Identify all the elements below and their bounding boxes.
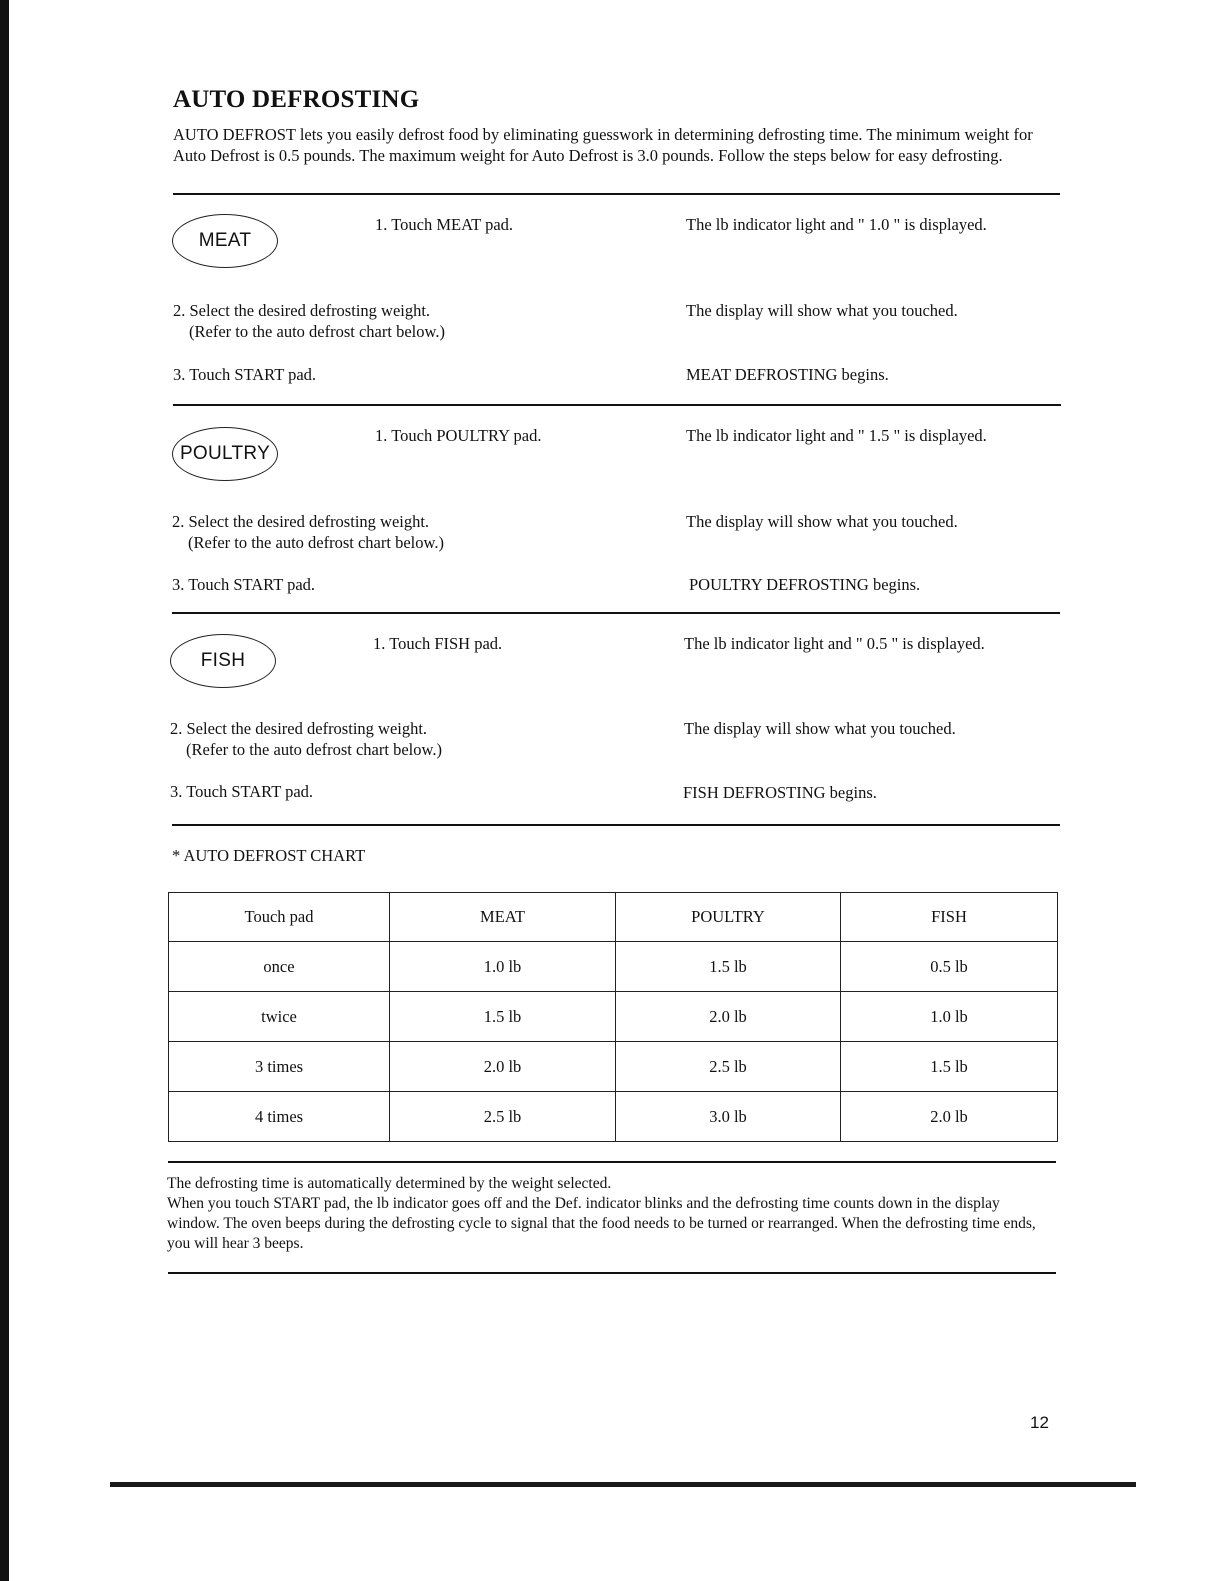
chart-header-meat: MEAT <box>390 893 616 942</box>
poultry-result-3: POULTRY DEFROSTING begins. <box>689 575 921 594</box>
fish-result-3: FISH DEFROSTING begins. <box>683 783 877 802</box>
table-cell: 1.5 lb <box>616 942 841 992</box>
chart-header-row <box>169 893 1058 942</box>
divider <box>168 1161 1056 1163</box>
meat-result-2: The display will show what you touched. <box>686 301 958 320</box>
fish-result-1: The lb indicator light and " 0.5 " is displayed. <box>684 634 985 653</box>
fish-result-2: The display will show what you touched. <box>684 719 956 738</box>
chart-header-fish: FISH <box>841 893 1058 942</box>
notes <box>167 1174 1047 1254</box>
poultry-step-2-note: (Refer to the auto defrost chart below.) <box>188 533 444 552</box>
table-row <box>169 992 1058 1042</box>
table-cell: once <box>169 942 390 992</box>
table-cell: 4 times <box>169 1092 390 1142</box>
table-cell: 1.0 lb <box>841 992 1058 1042</box>
table-row <box>169 1042 1058 1092</box>
divider <box>173 193 1060 195</box>
note-line: The defrosting time is automatically determined by the weight selected. <box>167 1175 612 1192</box>
fish-step-1: 1. Touch FISH pad. <box>373 634 503 653</box>
page-edge <box>0 0 9 1581</box>
meat-step-2-note: (Refer to the auto defrost chart below.) <box>189 322 445 341</box>
divider <box>168 1272 1056 1274</box>
poultry-step-1: 1. Touch POULTRY pad. <box>375 426 542 445</box>
auto-defrost-chart <box>168 892 1058 1142</box>
table-cell: twice <box>169 992 390 1042</box>
table-cell: 0.5 lb <box>841 942 1058 992</box>
table-row <box>169 942 1058 992</box>
chart-header-touch-pad: Touch pad <box>169 893 390 942</box>
meat-pad-icon: MEAT <box>172 214 278 268</box>
meat-step-2: 2. Select the desired defrosting weight. <box>173 301 431 320</box>
table-cell: 3 times <box>169 1042 390 1092</box>
divider <box>172 824 1060 826</box>
table-cell: 2.5 lb <box>616 1042 841 1092</box>
divider <box>172 612 1060 614</box>
page-title: AUTO DEFROSTING <box>173 86 420 113</box>
meat-result-1: The lb indicator light and " 1.0 " is displayed. <box>686 215 987 234</box>
table-cell: 2.5 lb <box>390 1092 616 1142</box>
fish-step-2: 2. Select the desired defrosting weight. <box>170 719 428 738</box>
poultry-pad-icon: POULTRY <box>172 427 278 481</box>
poultry-result-1: The lb indicator light and " 1.5 " is displayed. <box>686 426 987 445</box>
table-cell: 1.5 lb <box>841 1042 1058 1092</box>
meat-result-3: MEAT DEFROSTING begins. <box>686 365 889 384</box>
scan-edge-bar <box>110 1482 1136 1487</box>
table-cell: 3.0 lb <box>616 1092 841 1142</box>
poultry-step-2: 2. Select the desired defrosting weight. <box>172 512 430 531</box>
table-row <box>169 1092 1058 1142</box>
fish-step-2-note: (Refer to the auto defrost chart below.) <box>186 740 442 759</box>
page-number: 12 <box>1030 1413 1049 1432</box>
divider <box>173 404 1061 406</box>
intro-paragraph: AUTO DEFROST lets you easily defrost food by eliminating guesswork in determining defrosting time. The minimum weight for Auto Defrost is 0.5 pounds. The maximum weight for Auto Defrost is 3.0 pounds. Follow the steps below for easy defrosting. <box>173 125 1033 165</box>
fish-pad-icon: FISH <box>170 634 276 688</box>
chart-header-poultry: POULTRY <box>616 893 841 942</box>
table-cell: 1.5 lb <box>390 992 616 1042</box>
table-cell: 2.0 lb <box>390 1042 616 1092</box>
chart-label: * AUTO DEFROST CHART <box>172 846 366 865</box>
meat-step-1: 1. Touch MEAT pad. <box>375 215 514 234</box>
note-line: When you touch START pad, the lb indicator goes off and the Def. indicator blinks and the defrosting time counts down in the display window. The oven beeps during the defrosting cycle to signal that the food needs to be turned or rearranged. When the defrosting time ends, you will hear 3 beeps. <box>167 1195 1036 1252</box>
table-cell: 1.0 lb <box>390 942 616 992</box>
table-cell: 2.0 lb <box>841 1092 1058 1142</box>
meat-step-3: 3. Touch START pad. <box>173 365 317 384</box>
poultry-step-3: 3. Touch START pad. <box>172 575 316 594</box>
table-cell: 2.0 lb <box>616 992 841 1042</box>
poultry-result-2: The display will show what you touched. <box>686 512 958 531</box>
fish-step-3: 3. Touch START pad. <box>170 782 314 801</box>
